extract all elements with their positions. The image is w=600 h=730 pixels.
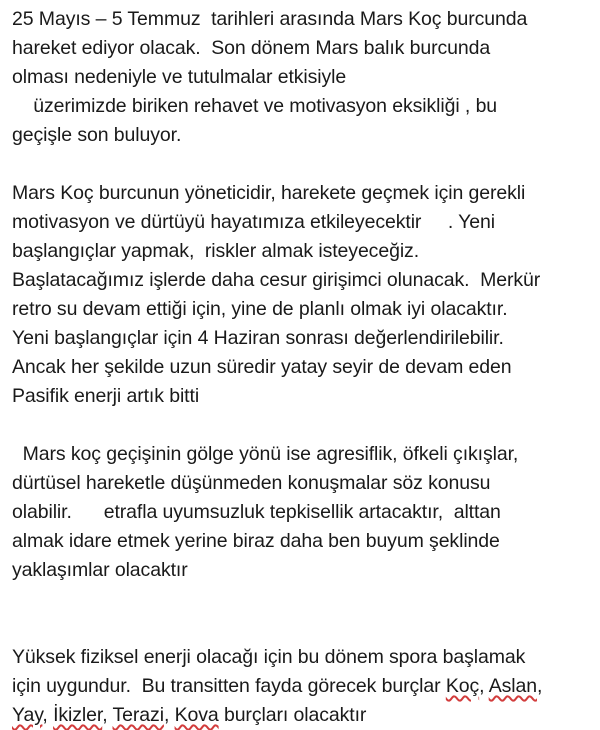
paragraph-mars-aries-effects	[12, 179, 586, 411]
spellcheck-word-kova[interactable]: Kova	[174, 704, 219, 726]
spellcheck-word-koc[interactable]: Koç	[445, 675, 480, 697]
text-line: Başlatacağımız işlerde daha cesur girişimci olunacak. Merkür	[12, 269, 541, 291]
text-line: yaklaşımlar olacaktır	[12, 559, 188, 581]
text-line: 25 Mayıs – 5 Temmuz tarihleri arasında Mars Koç burcunda	[12, 8, 528, 30]
text-line: motivasyon ve dürtüyü hayatımıza etkileyecektir . Yeni	[12, 211, 496, 233]
spellcheck-word-terazi[interactable]: Terazi	[112, 704, 164, 726]
text-line	[12, 701, 586, 730]
text-line: Yeni başlangıçlar için 4 Haziran sonrası değerlendirilebilir.	[12, 327, 504, 349]
text-segment: ,	[102, 704, 113, 726]
paragraph-spacer	[12, 585, 586, 643]
text-line: Mars koç geçişinin gölge yönü ise agresiflik, öfkeli çıkışlar,	[12, 443, 519, 465]
text-segment: burçları olacaktır	[218, 704, 367, 726]
spellcheck-word-yay[interactable]: Yay	[12, 704, 43, 726]
spellcheck-word-aslan[interactable]: Aslan	[488, 675, 537, 697]
text-segment: ,	[536, 675, 543, 697]
text-segment: ,	[42, 704, 54, 726]
text-segment: ,	[479, 675, 489, 697]
text-line: üzerimizde biriken rehavet ve motivasyon eksikliği , bu	[12, 95, 498, 117]
text-segment: için uygundur. Bu transitten fayda görecek burçlar	[12, 675, 446, 697]
text-line: Yüksek fiziksel enerji olacağı için bu dönem spora başlamak	[12, 646, 526, 668]
text-line: retro su devam ettiği için, yine de planlı olmak iyi olacaktır.	[12, 298, 508, 320]
text-line: hareket ediyor olacak. Son dönem Mars balık burcunda	[12, 37, 491, 59]
text-line: olması nedeniyle ve tutulmalar etkisiyle	[12, 66, 347, 88]
text-segment: ,	[163, 704, 175, 726]
text-line: başlangıçlar yapmak, riskler almak isteyeceğiz.	[12, 240, 420, 262]
paragraph-spacer	[12, 411, 586, 440]
text-line: olabilir. etrafla uyumsuzluk tepkisellik artacaktır, alttan	[12, 501, 501, 523]
text-line: Ancak her şekilde uzun süredir yatay seyir de devam eden	[12, 356, 512, 378]
text-line: geçişle son buluyor.	[12, 124, 182, 146]
text-line: almak idare etmek yerine biraz daha ben buyum şeklinde	[12, 530, 500, 552]
spellcheck-word-ikizler[interactable]: İkizler	[53, 704, 103, 726]
paragraph-spacer	[12, 150, 586, 179]
paragraph-transit-intro	[12, 5, 586, 150]
text-line: Mars Koç burcunun yöneticidir, harekete geçmek için gerekli	[12, 182, 526, 204]
text-line: Pasifik enerji artık bitti	[12, 385, 200, 407]
paragraph-physical-energy	[12, 643, 586, 730]
text-line: dürtüsel hareketle düşünmeden konuşmalar söz konusu	[12, 472, 491, 494]
paragraph-shadow-side	[12, 440, 586, 585]
